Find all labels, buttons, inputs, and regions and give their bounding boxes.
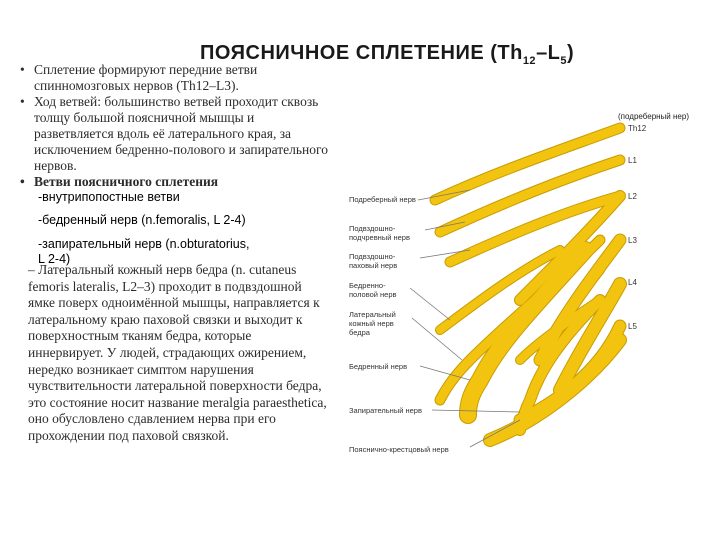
segment-th12: Th12 [628, 124, 647, 133]
segment-l2: L2 [628, 192, 637, 201]
label-lateral-cutaneous: Латеральный кожный нерв бедра [349, 310, 396, 337]
bullet-course: • Ход ветвей: большинство ветвей проходит сквозь толщу большой поясничной мышцы и разветвляется вдоль её латерального края, за исключением бедренно-полового и запирательного нервов. [20, 94, 335, 174]
subcostal-note: (подреберный нер) [618, 112, 689, 121]
label-iliohypogastric: Подвздошно-подчревный нерв [349, 224, 410, 242]
lateral-cutaneous-paragraph: – Латеральный кожный нерв бедра (n. cutaneus femoris lateralis, L2–3) проходит в подвздошной ямке поверх одноимённой мышцы, направляется к латеральному краю паховой связки и выходит к поверхностным тканям бедра, которые иннервирует. У людей, страдающих ожирением, нередко возникает симптом нарушения чувствительности латеральной поверхности бедра, это состояние носит название meralgia paraesthetica, оно обусловлено сдавлением нерва при его прохождении под паховой связкой. [28, 262, 327, 443]
leader-line [410, 288, 450, 320]
label-femoral: Бедренный нерв [349, 362, 408, 371]
page-title: ПОЯСНИЧНОЕ СПЛЕТЕНИЕ $(Th_{12}-L_5)$ [200, 42, 575, 67]
overlay-line-2: -бедренный нерв (n.femoralis, L 2-4) [38, 213, 246, 227]
label-genitofemoral: Бедренно-половой нерв [349, 281, 397, 299]
label-obturator: Запирательный нерв [349, 406, 422, 415]
overlay-line-1: -внутрипопостные ветви [38, 190, 180, 204]
segment-l3: L3 [628, 236, 637, 245]
segment-l4: L4 [628, 278, 637, 287]
bullet-branches: • Ветви поясничного сплетения [20, 174, 335, 190]
segment-l1: L1 [628, 156, 637, 165]
label-lumbosacral: Пояснично-крестцовый нерв [349, 445, 449, 454]
overlay-line-4: L 2-4) [38, 252, 71, 266]
overlay-line-3: -запирательный нерв (n.obturatorius, [38, 237, 250, 251]
label-subcostal: Подреберный нерв [349, 195, 416, 204]
bullet-formation: • Сплетение формируют передние ветви спинномозговых нервов (Th12–L3). [20, 62, 335, 94]
segment-l5: L5 [628, 322, 637, 331]
label-ilioinguinal: Подвздошно-паховый нерв [349, 252, 398, 270]
